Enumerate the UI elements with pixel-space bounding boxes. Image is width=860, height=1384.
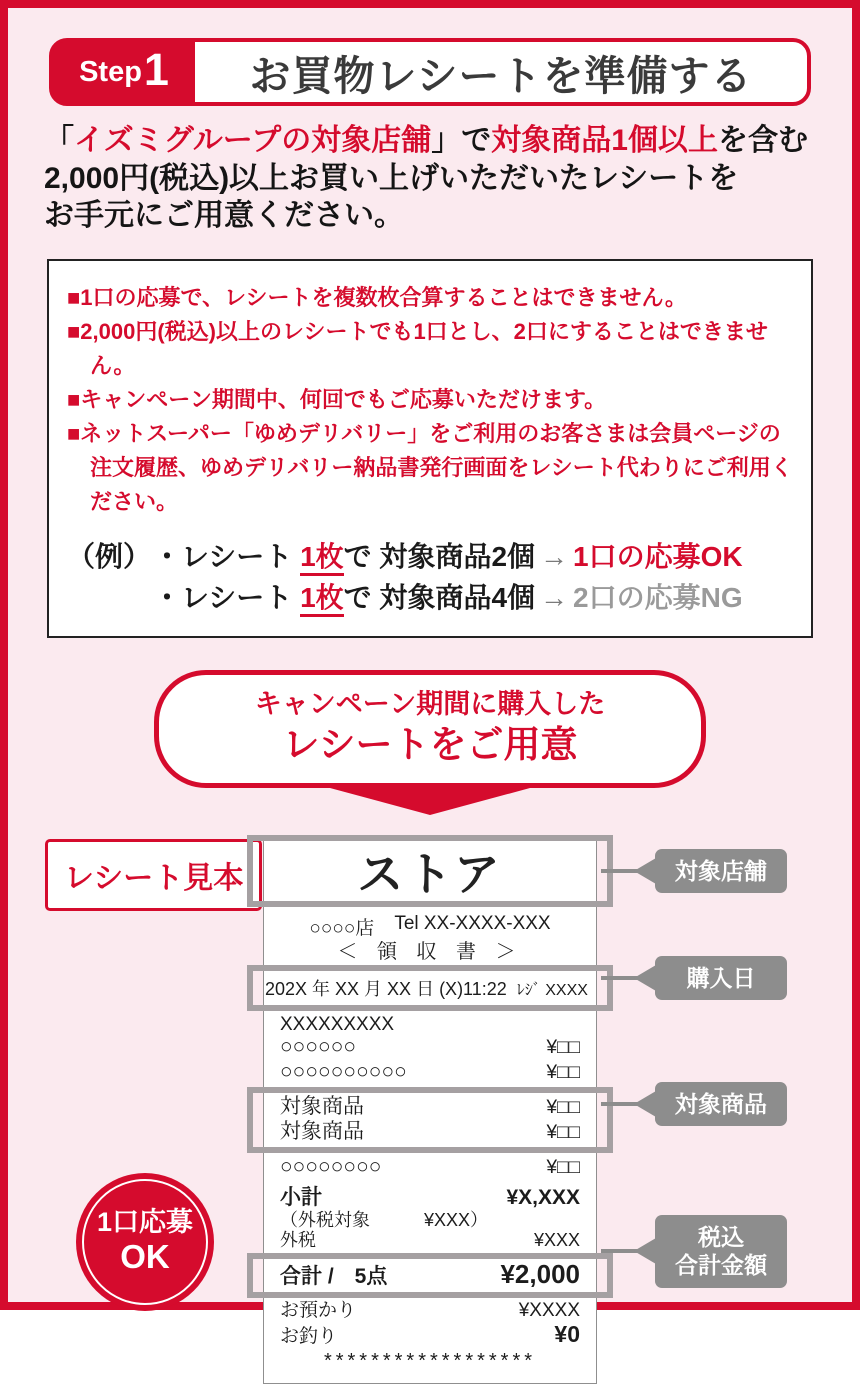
item-price: ¥□□	[546, 1121, 580, 1143]
tax-value: ¥XXX	[533, 1229, 580, 1250]
callout-purchase-date	[655, 956, 787, 1001]
callout-total-amount	[655, 1215, 787, 1289]
campaign-banner	[154, 670, 706, 787]
ok-badge	[76, 1173, 214, 1311]
intro-text	[44, 122, 822, 235]
callout-pointer-icon	[634, 858, 656, 884]
receipt-tel: Tel XX-XXXX-XXX	[394, 912, 551, 934]
callout-label: 対象店舗	[675, 857, 767, 884]
example-rows	[153, 537, 795, 618]
change-value: ¥0	[554, 1320, 580, 1347]
example-mid: で 対象商品4個	[343, 581, 536, 613]
subtotal-value: ¥X,XXX	[506, 1185, 580, 1209]
step-number: 1	[143, 43, 169, 95]
callout-target-store	[655, 849, 787, 894]
tax-label: 外税	[280, 1229, 316, 1250]
highlight-date-box	[247, 965, 613, 1011]
step-title: お買物レシートを準備する	[249, 52, 753, 99]
note-item: ■1口の応募で、レシートを複数枚合算することはできません。	[67, 284, 687, 310]
receipt-total-row	[280, 1258, 580, 1290]
receipt-item-row	[280, 1155, 580, 1180]
callout-label: 購入日	[686, 964, 756, 991]
note-item: ■キャンペーン期間中、何回でもご応募いただけます。	[67, 386, 607, 412]
ok-badge-line1: 1口応募	[96, 1207, 194, 1238]
receipt-store-name: ストア	[357, 847, 503, 900]
receipt-section	[8, 825, 852, 1376]
receipt-branch: ○○○○店	[309, 917, 375, 939]
receipt-sample	[263, 835, 597, 1384]
example-count: 1枚	[300, 582, 344, 617]
step-badge	[53, 42, 195, 102]
example-row	[153, 537, 795, 578]
step-header	[49, 38, 811, 106]
intro-tail: を含む	[718, 124, 808, 157]
receipt-tax-row	[280, 1230, 580, 1250]
intro-bracket-open: 「	[44, 124, 74, 157]
item-price: ¥□□	[546, 1096, 580, 1118]
receipt-change-row	[280, 1322, 580, 1349]
deposit-label: お預かり	[280, 1299, 357, 1321]
highlight-total-box	[247, 1253, 613, 1298]
intro-line2: 2,000円(税込)以上お買い上げいただいたレシートを	[44, 161, 739, 195]
example-block	[67, 537, 795, 618]
callout-pointer-icon	[634, 1091, 656, 1117]
example-count: 1枚	[300, 541, 344, 576]
receipt-item-row	[280, 1060, 580, 1085]
callout-label-line1: 税込	[698, 1223, 744, 1250]
example-pre: ・レシート	[153, 541, 301, 573]
receipt-item-row	[280, 1035, 580, 1060]
example-pre: ・レシート	[153, 581, 301, 613]
example-row	[153, 578, 795, 619]
receipt-target-item-row	[280, 1095, 580, 1120]
ok-badge-line2: OK	[120, 1238, 170, 1276]
receipt-code: XXXXXXXXX	[280, 1013, 395, 1035]
total-value: ¥2,000	[500, 1258, 580, 1289]
item-name: 対象商品	[280, 1094, 364, 1118]
example-label: （例）	[67, 541, 152, 573]
receipt-register: ﾚｼﾞ XXXX	[516, 981, 588, 999]
receipt-target-item-row	[280, 1120, 580, 1145]
change-label: お釣り	[280, 1325, 338, 1347]
receipt-branch-line	[280, 913, 580, 940]
arrow-right-icon: →	[540, 581, 569, 613]
total-label: 合計 / 5点	[280, 1264, 388, 1288]
down-arrow-icon	[330, 788, 530, 815]
highlight-items-box	[247, 1087, 613, 1153]
intro-items-highlight: 対象商品1個以上	[491, 124, 718, 157]
receipt-sample-label: レシート見本	[45, 839, 262, 911]
receipt-deposit-row	[280, 1300, 580, 1322]
callout-target-items	[655, 1082, 787, 1127]
receipt-tax-detail: （外税対象 ¥XXX）	[280, 1209, 489, 1230]
item-name: ○○○○○○○○	[280, 1154, 382, 1178]
item-name: ○○○○○○	[280, 1034, 357, 1058]
item-price: ¥□□	[546, 1156, 580, 1178]
banner-line1: キャンペーン期間に購入した	[254, 689, 606, 720]
notes-box	[47, 259, 813, 639]
callout-label: 対象商品	[675, 1090, 767, 1117]
subtotal-label: 小計	[280, 1185, 322, 1209]
receipt-subtotal-row	[280, 1186, 580, 1210]
receipt-footer-stars: ******************	[323, 1349, 537, 1372]
receipt-date: 202X 年 XX 月 XX 日 (X)11:22	[265, 978, 507, 999]
callout-pointer-icon	[634, 965, 656, 991]
banner-wrap	[8, 670, 852, 814]
item-name: 対象商品	[280, 1119, 364, 1143]
item-price: ¥□□	[546, 1036, 580, 1058]
example-result-ng: 2口の応募NG	[573, 581, 743, 613]
note-item: ■ネットスーパー「ゆめデリバリー」をご利用のお客さまは会員ページの注文履歴、ゆめデリバリー納品書発行画面をレシート代わりにご利用ください。	[67, 420, 793, 515]
callout-pointer-icon	[634, 1238, 656, 1264]
example-result-ok: 1口の応募OK	[573, 541, 743, 573]
item-price: ¥□□	[546, 1061, 580, 1083]
callout-label-line2: 合計金額	[675, 1252, 767, 1279]
item-name: ○○○○○○○○○○	[280, 1059, 407, 1083]
ok-badge-inner	[82, 1179, 208, 1305]
arrow-right-icon: →	[540, 541, 569, 573]
deposit-value: ¥XXXX	[518, 1299, 580, 1321]
note-item: ■2,000円(税込)以上のレシートでも1口とし、2口にすることはできません。	[67, 318, 768, 378]
banner-line2: レシートをご用意	[282, 724, 578, 766]
example-mid: で 対象商品2個	[343, 541, 536, 573]
highlight-store-box	[247, 835, 613, 907]
receipt-doc-title: ＜ 領 収 書 ＞	[337, 940, 523, 963]
intro-store-highlight: イズミグループの対象店舗	[74, 124, 432, 157]
step-label: Step	[79, 55, 142, 88]
intro-line3: お手元にご用意ください。	[44, 199, 404, 232]
intro-bracket-close: 」で	[431, 124, 492, 157]
